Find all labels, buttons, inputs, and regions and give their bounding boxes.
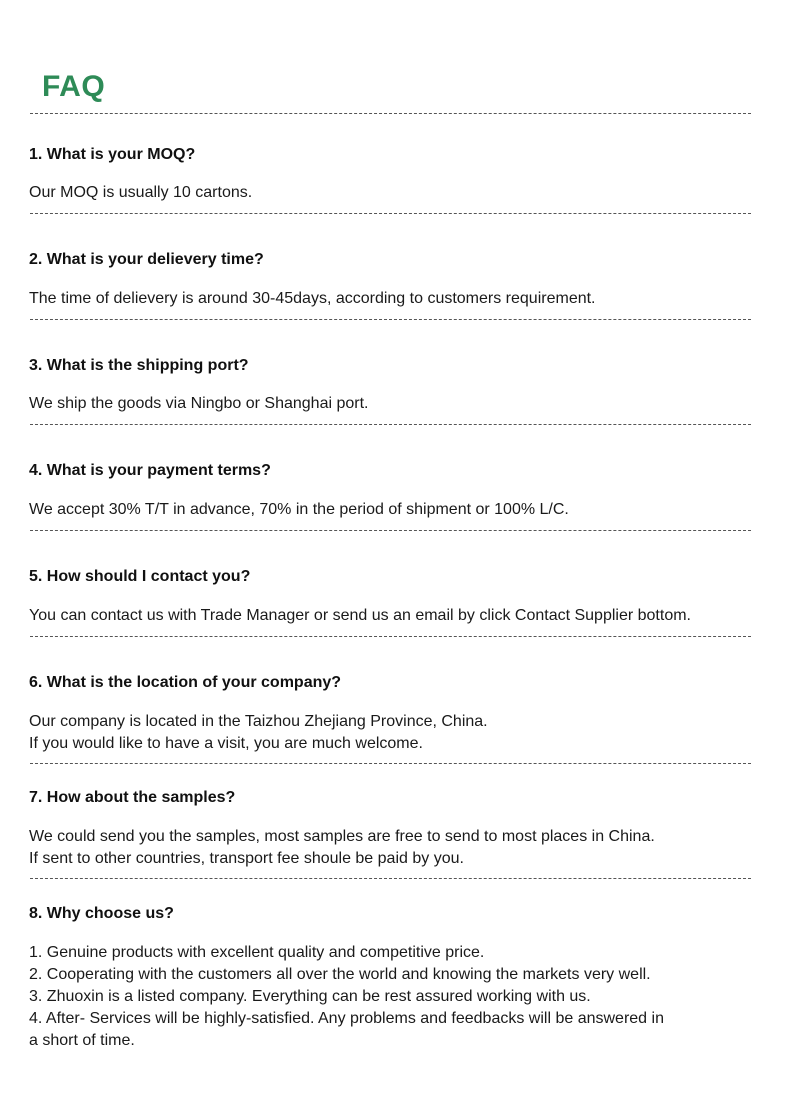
divider (30, 763, 751, 764)
faq-question-3: 3. What is the shipping port? (29, 357, 249, 374)
faq-answer-line: Our company is located in the Taizhou Zhejiang Province, China. (29, 713, 488, 730)
divider (30, 878, 751, 879)
faq-question-7: 7. How about the samples? (29, 789, 236, 806)
faq-answer-line: 4. After- Services will be highly-satisfied. Any problems and feedbacks will be answered in (29, 1010, 664, 1027)
page-title: FAQ (42, 70, 106, 103)
divider (30, 213, 751, 214)
faq-answer-line: 1. Genuine products with excellent quality and competitive price. (29, 944, 485, 961)
faq-answer-line: If you would like to have a visit, you are much welcome. (29, 735, 423, 752)
faq-answer-1 (29, 182, 749, 204)
divider (30, 113, 751, 114)
faq-answer-line: 3. Zhuoxin is a listed company. Everything can be rest assured working with us. (29, 988, 591, 1005)
faq-answer-8 (29, 942, 749, 1052)
faq-answer-line: If sent to other countries, transport fee shoule be paid by you. (29, 850, 464, 867)
faq-answer-7 (29, 826, 749, 870)
faq-answer-line: We ship the goods via Ningbo or Shanghai port. (29, 395, 369, 412)
faq-question-5: 5. How should I contact you? (29, 568, 251, 585)
divider (30, 636, 751, 637)
divider (30, 424, 751, 425)
faq-answer-line: The time of delievery is around 30-45days, according to customers requirement. (29, 290, 596, 307)
faq-answer-6 (29, 711, 749, 755)
faq-question-6: 6. What is the location of your company? (29, 674, 342, 691)
faq-answer-line: 2. Cooperating with the customers all over the world and knowing the markets very well. (29, 966, 651, 983)
divider (30, 319, 751, 320)
faq-question-1: 1. What is your MOQ? (29, 146, 196, 163)
faq-answer-5 (29, 605, 749, 627)
faq-question-8: 8. Why choose us? (29, 905, 174, 922)
faq-question-2: 2. What is your delievery time? (29, 251, 264, 268)
divider (30, 530, 751, 531)
faq-question-4: 4. What is your payment terms? (29, 462, 271, 479)
faq-answer-line: We accept 30% T/T in advance, 70% in the period of shipment or 100% L/C. (29, 501, 569, 518)
faq-answer-line: We could send you the samples, most samples are free to send to most places in China. (29, 828, 655, 845)
faq-answer-4 (29, 499, 749, 521)
faq-answer-line: a short of time. (29, 1032, 135, 1049)
faq-answer-3 (29, 393, 749, 415)
faq-answer-2 (29, 288, 749, 310)
faq-answer-line: Our MOQ is usually 10 cartons. (29, 184, 253, 201)
faq-answer-line: You can contact us with Trade Manager or send us an email by click Contact Supplier bottom. (29, 607, 691, 624)
